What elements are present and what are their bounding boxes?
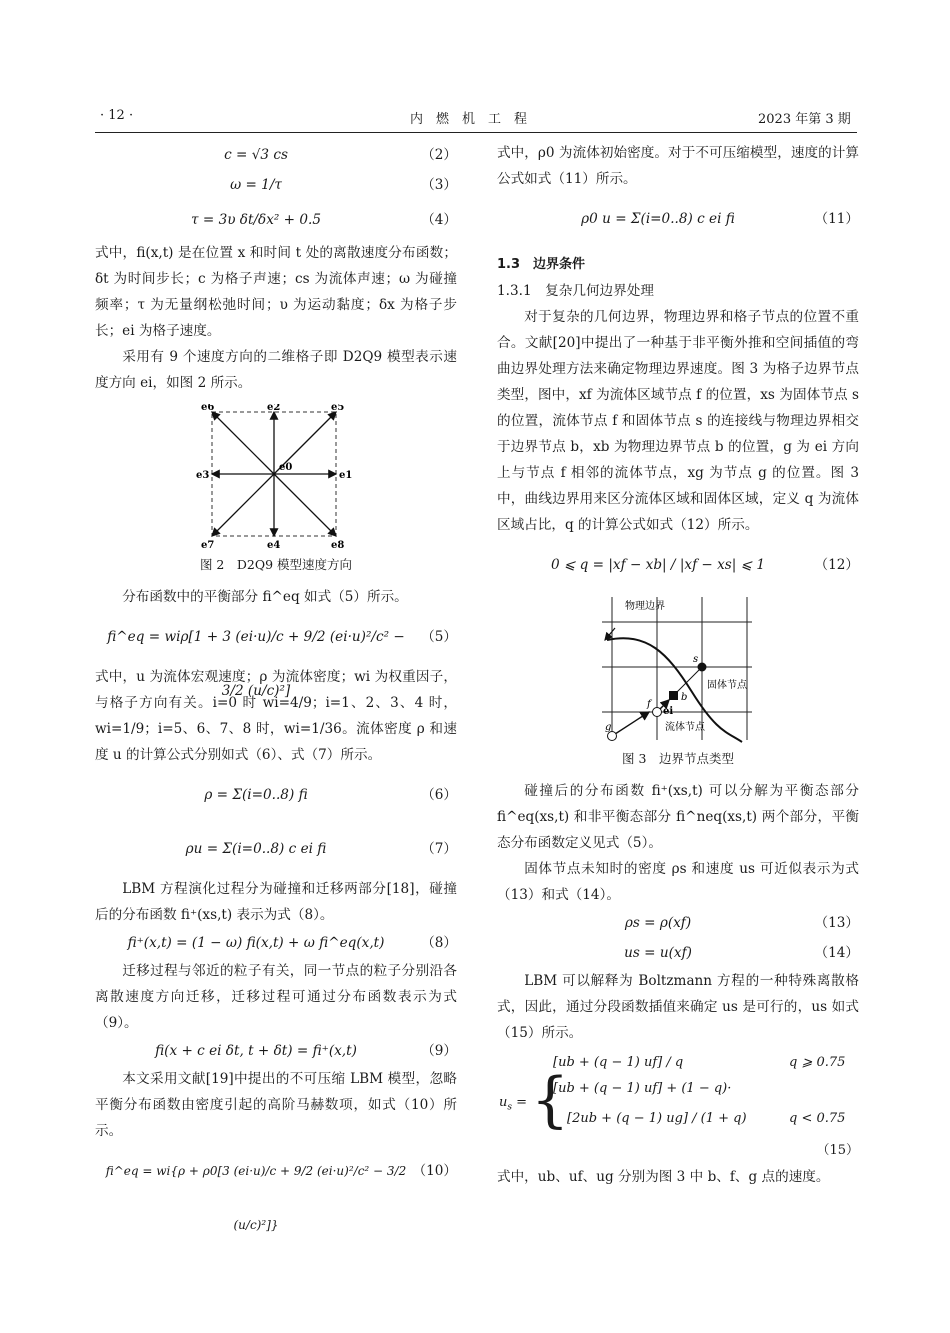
left-column [95,140,457,1232]
fig3-f: f [647,699,651,710]
paragraph-collision: 碰撞后的分布函数 fi⁺(xs,t) 可以分解为平衡态部分 fi^eq(xs,t) 和非平衡态部分 fi^neq(xs,t) 两个部分，平衡态分布函数定义见式（5）。 [497,783,859,851]
eq15-number: （15） [816,1143,859,1158]
label-e6: e6 [201,404,215,413]
paragraph-eq11-intro: 式中，ρ0 为流体初始密度。对于不可压缩模型，速度的计算公式如式（11）所示。 [497,145,859,187]
label-e7: e7 [201,540,215,550]
equation-3: ω = 1/τ （3） [230,177,457,193]
eq15-cond2: q < 0.75 [789,1111,846,1126]
label-e4: e4 [267,540,281,550]
label-e0: e0 [279,462,293,473]
figure-2-caption: 图 2 D2Q9 模型速度方向 [199,557,353,572]
header-rule [95,132,857,133]
equation-6: ρ = Σ(i=0..8) fi （6） [204,787,457,803]
fig3-boundary-label: 物理边界 [625,601,665,612]
section-heading-1-3-1: 1.3.1 复杂几何边界处理 [497,283,654,299]
equation-11: ρ0 u = Σ(i=0..8) c ei fi （11） [581,211,859,227]
paragraph-symbols: 式中，fi(x,t) 是在位置 x 和时间 t 处的离散速度分布函数；δt 为时间步长；c 为格子声速；cs 为流体声速；ω 为碰撞频率；τ 为无量纲松弛时间；υ 为运动黏度；δx 为格子步长；ei 为格子速度。 [95,245,457,339]
equation-8: fi⁺(x,t) = (1 − ω) fi(x,t) + ω fi^eq(x,t) （8） [127,935,457,951]
equation-10: fi^eq = wi{ρ + ρ0[3 (ei·u)/c + 9/2 (ei·u)²/c² − 3/2 (u/c)²]} （10） [105,1163,457,1232]
paragraph-end: 式中，ub、uf、ug 分别为图 3 中 b、f、g 点的速度。 [497,1169,830,1185]
label-e5: e5 [331,404,345,413]
section-heading-1-3: 1.3 边界条件 [497,257,586,272]
equation-13: ρs = ρ(xf) （13） [624,915,859,931]
equation-2: c = √3 cs （2） [224,147,457,163]
right-column [497,140,859,1190]
equation-5: fi^eq = wiρ[1 + 3 (ei·u)/c + 9/2 (ei·u)²/c² − 3/2 (u/c)²] （5） [107,629,457,699]
eq15-cond1: q ⩾ 0.75 [789,1055,846,1070]
issue-label: 2023 年第 3 期 [758,112,851,127]
fig3-s: s [693,654,699,665]
eq15-case1: [ub + (q − 1) uf] / q [553,1055,684,1070]
fig3-fluid-label: 流体节点 [665,722,705,733]
fig3-g: g [605,722,612,733]
fig3-b: b [681,692,688,703]
paragraph-d2q9: 采用有 9 个速度方向的二维格子即 D2Q9 模型表示速度方向 ei，如图 2 所示。 [95,349,457,391]
paragraph-boundary: 对于复杂的几何边界，物理边界和格子节点的位置不重合。文献[20]中提出了一种基于非平衡外推和空间插值的弯曲边界处理方法来确定物理边界速度。图 3 为格子边界节点类型，图中，xf 为流体区域节点 f 的位置，xs 为固体节点 s 的位置，流体节点 f 和固体节点 s 的连接线与物理边界相交于边界节点 b，xb 为物理边界节点 b 的位置，g 为 ei 方向上与节点 f 相邻的流体节点，xg 为节点 g 的位置。图 3 中，曲线边界用来区分流体区域和固体区域，定义 q 为流体区域占比，q 的计算公式如式（12）所示。 [497,309,859,533]
page-number: · 12 · [100,108,134,123]
fig3-solid-label: 固体节点 [707,680,747,691]
figure-3-boundary-nodes [497,592,859,744]
label-e2: e2 [267,404,281,413]
equation-7: ρu = Σ(i=0..8) c ei fi （7） [185,841,457,857]
paragraph-solid: 固体节点未知时的密度 ρs 和速度 us 可近似表示为式（13）和式（14）。 [497,861,859,903]
equation-9: fi(x + c ei δt, t + δt) = fi⁺(x,t) （9） [155,1043,457,1059]
equation-14: us = u(xf) （14） [624,945,859,961]
figure-3-caption: 图 3 边界节点类型 [622,751,734,766]
equation-12: 0 ⩽ q = |xf − xb| / |xf − xs| ⩽ 1 （12） [550,557,859,573]
equation-4: τ = 3υ δt/δx² + 0.5 （4） [191,212,457,228]
paragraph-interp: LBM 可以解释为 Boltzmann 方程的一种特殊离散格式，因此，通过分段函数插值来确定 us 是可行的，us 如式（15）所示。 [497,973,859,1041]
eq15-case2b: [2ub + (q − 1) ug] / (1 + q) [567,1111,747,1126]
eq15-case2a: [ub + (q − 1) uf] + (1 − q)· [553,1081,732,1096]
fig3-ei: ei [663,706,674,717]
journal-title: 内 燃 机 工 程 [410,112,528,127]
label-e1: e1 [339,470,353,481]
figure-2-d2q9-diagram [95,404,457,550]
paragraph-weights: 式中，u 为流体宏观速度；ρ 为流体密度；wi 为权重因子，与格子方向有关。i=0 时 wi=4/9；i=1、2、3、4 时，wi=1/9；i=5、6、7、8 时，wi=1/36。流体密度 ρ 和速度 u 的计算公式分别如式（6）、式（7）所示。 [95,669,457,763]
equation-15: $u_s$ = { [ub + (q − 1) uf] / q q ⩾ 0.75 [ub + (q − 1) uf] + (1 − q)· [2ub + (q − 1) ug] / (1 + q) q < 0.75 （15） [497,1046,859,1164]
paragraph-migration: 迁移过程与邻近的粒子有关，同一节点的粒子分别沿各离散速度方向迁移，迁移过程可通过分布函数表示为式（9）。 [95,963,457,1031]
label-e8: e8 [331,540,345,550]
paragraph-eq5-intro: 分布函数中的平衡部分 fi^eq 如式（5）所示。 [122,589,408,605]
paragraph-incompressible: 本文采用文献[19]中提出的不可压缩 LBM 模型，忽略平衡分布函数由密度引起的高阶马赫数项，如式（10）所示。 [95,1071,457,1139]
paragraph-lbm: LBM 方程演化过程分为碰撞和迁移两部分[18]，碰撞后的分布函数 fi⁺(xs,t) 表示为式（8）。 [95,881,457,923]
label-e3: e3 [196,470,210,481]
